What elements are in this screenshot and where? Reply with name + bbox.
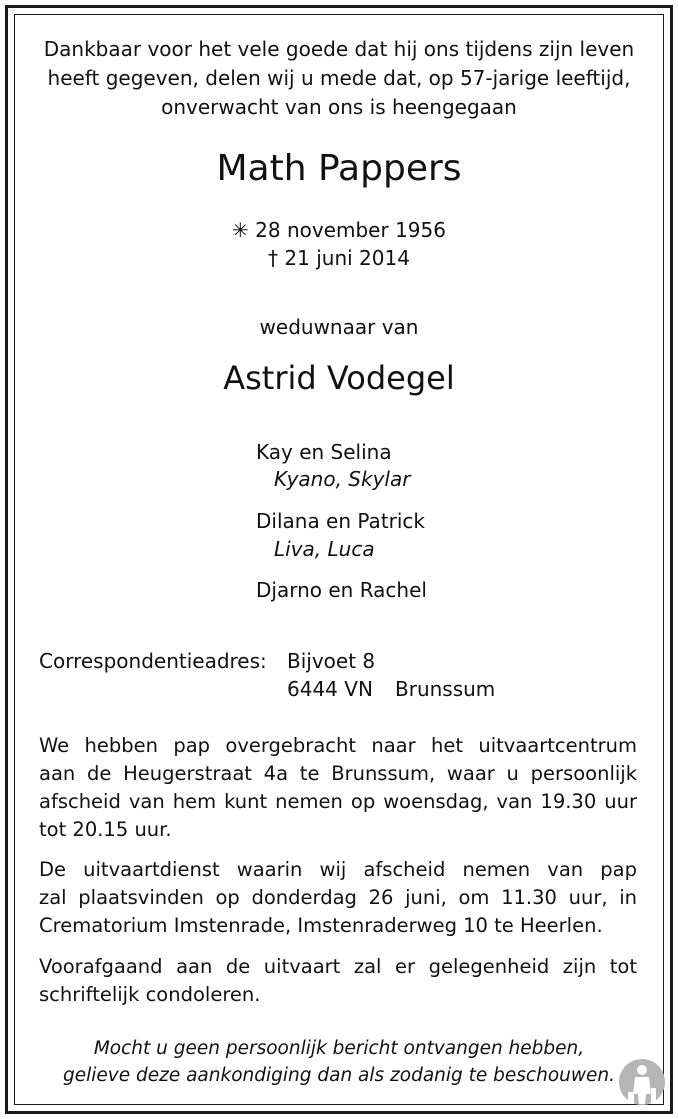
paragraph-3-line-1: Voorafgaand aan de uitvaart zal er gelegenheid zijn tot [39, 955, 637, 978]
birth-star-icon: ✳ [232, 218, 249, 242]
correspondence-label: Correspondentieadres: [39, 649, 267, 673]
family-children-1: Kyano, Skylar [274, 467, 411, 491]
death-cross-icon: † [268, 246, 279, 270]
deceased-name: Math Pappers [216, 148, 462, 189]
paragraph-1-line-2: aan de Heugerstraat 4a te Brunssum, waar u persoonlijk [39, 762, 637, 785]
family-children-2: Liva, Luca [274, 537, 375, 561]
death-date-line [0, 244, 678, 272]
intro-line-1: Dankbaar voor het vele goede dat hij ons tijdens zijn leven [43, 37, 635, 61]
paragraph-2-line-3: Crematorium Imstenrade, Imstenraderweg 10 te Heerlen. [39, 914, 603, 937]
paragraph-1-line-1: We hebben pap overgebracht naar het uitvaartcentrum [39, 734, 637, 757]
family-couple-2: Dilana en Patrick [256, 509, 426, 533]
paragraph-1-line-4: tot 20.15 uur. [39, 818, 172, 841]
spouse-name: Astrid Vodegel [223, 359, 455, 397]
memorial-figure-icon [618, 1058, 666, 1106]
paragraph-2-line-2: zal plaatsvinden op donderdag 26 juni, om 11.30 uur, in [39, 886, 637, 909]
closing-line-1: Mocht u geen persoonlijk bericht ontvangen hebben, [93, 1038, 585, 1059]
paragraph-1-line-3: afscheid van hem kunt nemen op woensdag, van 19.30 uur [39, 790, 637, 813]
paragraph-2-line-1: De uitvaartdienst waarin wij afscheid nemen van pap [39, 858, 637, 881]
intro-line-2: heeft gegeven, delen wij u mede dat, op 57-jarige leeftijd, [47, 66, 631, 90]
correspondence-postcode: 6444 VN [287, 677, 373, 701]
birth-date: 28 november 1956 [255, 218, 446, 242]
closing-line-2: gelieve deze aankondiging dan als zodanig te beschouwen. [63, 1065, 615, 1086]
death-date: 21 juni 2014 [284, 246, 410, 270]
correspondence-street: Bijvoet 8 [287, 649, 376, 673]
intro-line-3: onverwacht van ons is heengegaan [161, 95, 517, 119]
birth-date-line [0, 216, 678, 244]
family-couple-1: Kay en Selina [256, 440, 392, 464]
paragraph-3-line-2: schriftelijk condoleren. [39, 983, 261, 1006]
correspondence-city: Brunssum [395, 677, 496, 701]
spouse-relation: weduwnaar van [259, 315, 419, 339]
family-couple-3: Djarno en Rachel [256, 578, 427, 602]
